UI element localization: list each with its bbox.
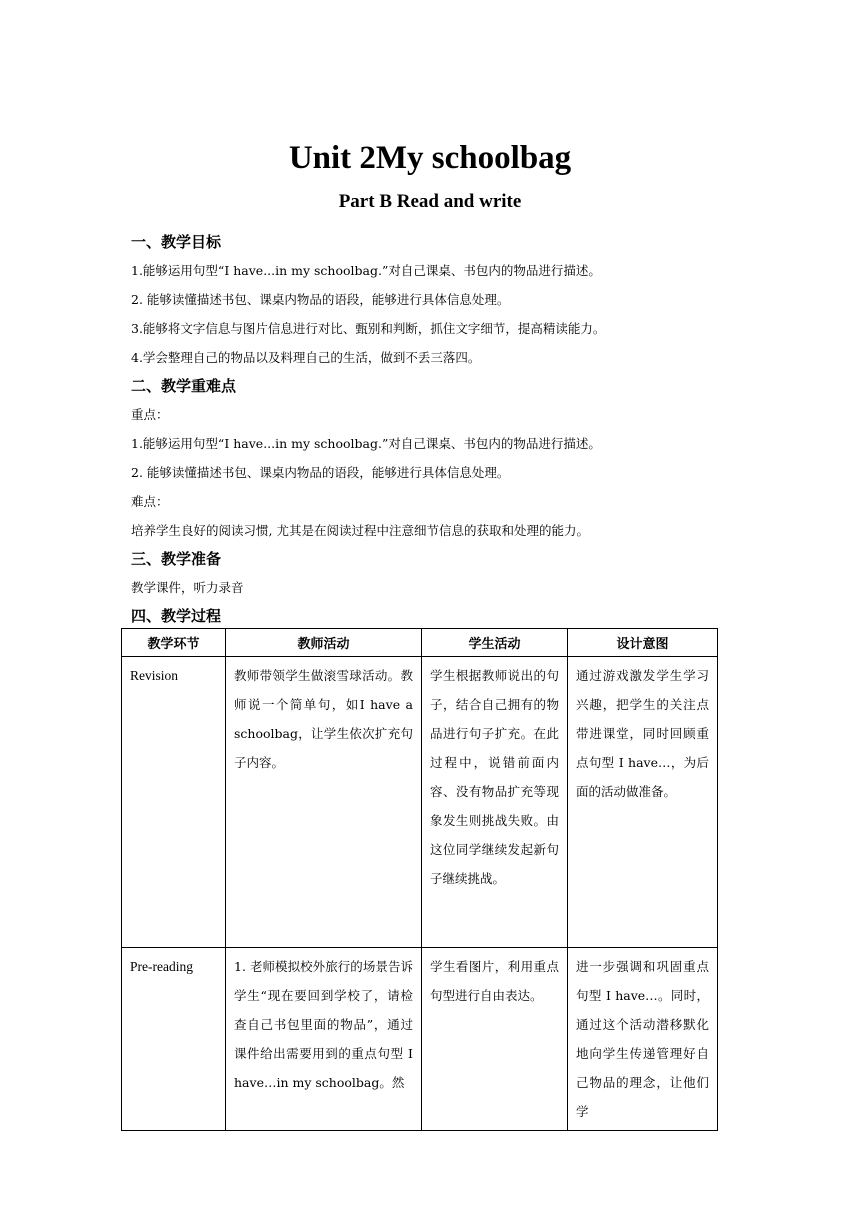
objective-item: 2. 能够读懂描述书包、课桌内物品的语段，能够进行具体信息处理。 <box>131 292 510 307</box>
cell-purpose: 通过游戏激发学生学习兴趣，把学生的关注点带进课堂，同时回顾重点句型 I have…，为后面的活动做准备。 <box>568 657 718 948</box>
header-student: 学生活动 <box>422 629 568 657</box>
objective-item: 1.能够运用句型“I have...in my schoolbag.”对自己课桌、书包内的物品进行描述。 <box>131 263 601 278</box>
table-header-row <box>122 629 718 657</box>
difficult-label: 难点： <box>131 494 169 509</box>
cell-teacher: 教师带领学生做滚雪球活动。教师说一个简单句，如I have a schoolbag，让学生依次扩充句子内容。 <box>226 657 422 948</box>
cell-purpose: 进一步强调和巩固重点句型 I have…。同时，通过这个活动潜移默化地向学生传递管理好自己物品的理念，让他们学 <box>568 948 718 1131</box>
section-heading-objectives: 一、教学目标 <box>131 233 222 251</box>
key-label: 重点： <box>131 407 169 422</box>
difficult-text: 培养学生良好的阅读习惯, 尤其是在阅读过程中注意细节信息的获取和处理的能力。 <box>131 523 589 538</box>
section-heading-preparation: 三、教学准备 <box>131 550 222 568</box>
document-subtitle: Part B Read and write <box>338 191 522 212</box>
document-body <box>131 228 731 630</box>
document-title: Unit 2My schoolbag <box>288 140 572 176</box>
cell-teacher: 1. 老师模拟校外旅行的场景告诉学生“现在要回到学校了，请检查自己书包里面的物品”，通过课件给出需要用到的重点句型 I have…in my schoolbag。然 <box>226 948 422 1131</box>
preparation-text: 教学课件，听力录音 <box>131 580 244 595</box>
cell-stage: Revision <box>122 657 226 948</box>
header-teacher: 教师活动 <box>226 629 422 657</box>
header-stage: 教学环节 <box>122 629 226 657</box>
table-row <box>122 948 718 1131</box>
objective-item: 3.能够将文字信息与图片信息进行对比、甄别和判断，抓住文字细节，提高精读能力。 <box>131 321 606 336</box>
cell-stage: Pre-reading <box>122 948 226 1131</box>
cell-student: 学生看图片，利用重点句型进行自由表达。 <box>422 948 568 1131</box>
header-purpose: 设计意图 <box>568 629 718 657</box>
key-item: 2. 能够读懂描述书包、课桌内物品的语段，能够进行具体信息处理。 <box>131 465 510 480</box>
section-heading-process: 四、教学过程 <box>131 607 222 625</box>
process-table <box>121 628 718 1131</box>
objective-item: 4.学会整理自己的物品以及料理自己的生活，做到不丢三落四。 <box>131 350 481 365</box>
table-row <box>122 657 718 948</box>
section-heading-key-points: 二、教学重难点 <box>131 377 237 395</box>
cell-student: 学生根据教师说出的句子，结合自己拥有的物品进行句子扩充。在此过程中，说错前面内容、没有物品扩充等现象发生则挑战失败。由这位同学继续发起新句子继续挑战。 <box>422 657 568 948</box>
key-item: 1.能够运用句型“I have...in my schoolbag.”对自己课桌、书包内的物品进行描述。 <box>131 436 601 451</box>
